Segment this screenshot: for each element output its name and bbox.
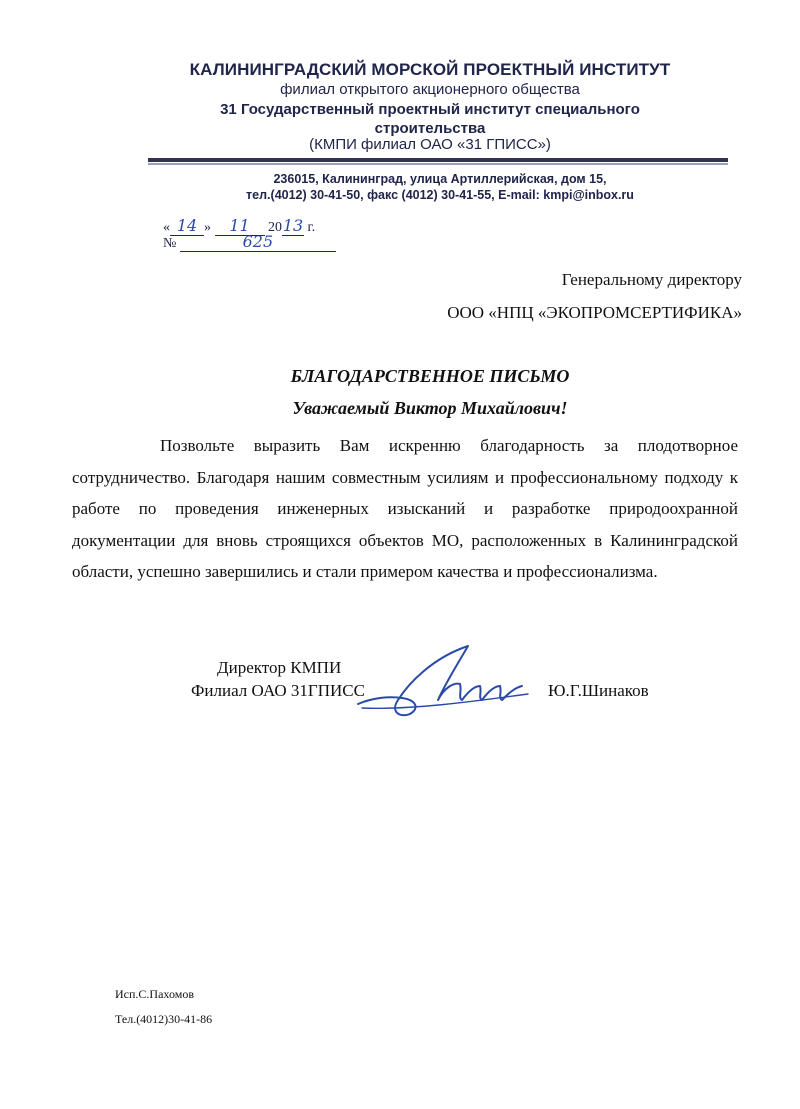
date-year-prefix: 20 bbox=[268, 220, 282, 235]
date-day: 14 bbox=[170, 216, 204, 236]
executor-phone: Тел.(4012)30-41-86 bbox=[115, 1012, 213, 1026]
address-line-2: тел.(4012) 30-41-50, факс (4012) 30-41-55, E-mail: kmpi@inbox.ru bbox=[246, 188, 634, 202]
date-month: 11 bbox=[215, 216, 265, 236]
institute-line-1: 31 Государственный проектный институт специального bbox=[220, 101, 640, 118]
number-line bbox=[163, 232, 336, 252]
institute-name bbox=[140, 100, 720, 138]
letterhead-divider-shadow bbox=[148, 163, 728, 165]
date-year-unit: г. bbox=[307, 220, 316, 235]
date-open-quote: « bbox=[163, 220, 170, 235]
address-line-1: 236015, Калининград, улица Артиллерийская, дом 15, bbox=[273, 172, 607, 186]
letter-body: Позвольте выразить Вам искренню благодарность за плодотворное сотрудничество. Благодаря нашим совместным усилиям и профессиональному подходу к работе по проведения инженерных изысканий и разработке природоохранной документации для вновь строящихся объектов МО, расположенных в Калининградской области, успешно завершились и стали примером качества и профессионализма. bbox=[72, 436, 738, 581]
addressee-company: ООО «НПЦ «ЭКОПРОМСЕРТИФИКА» bbox=[447, 303, 742, 322]
executor-name: Исп.С.Пахомов bbox=[115, 987, 194, 1001]
addressee-position: Генеральному директору bbox=[561, 270, 742, 289]
signer-title-line-2: Филиал ОАО 31ГПИСС bbox=[191, 681, 365, 700]
letter-title: БЛАГОДАРСТВЕННОЕ ПИСЬМО bbox=[290, 366, 570, 386]
document-number: 625 bbox=[180, 232, 336, 252]
signer-name: Ю.Г.Шинаков bbox=[548, 681, 649, 700]
org-abbreviation: (КМПИ филиал ОАО «31 ГПИСС») bbox=[309, 136, 551, 153]
handwritten-signature bbox=[350, 638, 540, 728]
salutation: Уважаемый Виктор Михайлович! bbox=[292, 398, 568, 418]
institute-line-2: строительства bbox=[374, 120, 486, 137]
org-subtitle: филиал открытого акционерного общества bbox=[280, 81, 580, 98]
date-year-suffix: 13 bbox=[282, 216, 304, 235]
number-label: № bbox=[163, 236, 177, 251]
org-name: КАЛИНИНГРАДСКИЙ МОРСКОЙ ПРОЕКТНЫЙ ИНСТИТУТ bbox=[189, 60, 671, 79]
signer-title-line-1: Директор КМПИ bbox=[217, 658, 342, 677]
date-close-quote: » bbox=[204, 220, 211, 235]
letterhead-divider bbox=[148, 158, 728, 162]
